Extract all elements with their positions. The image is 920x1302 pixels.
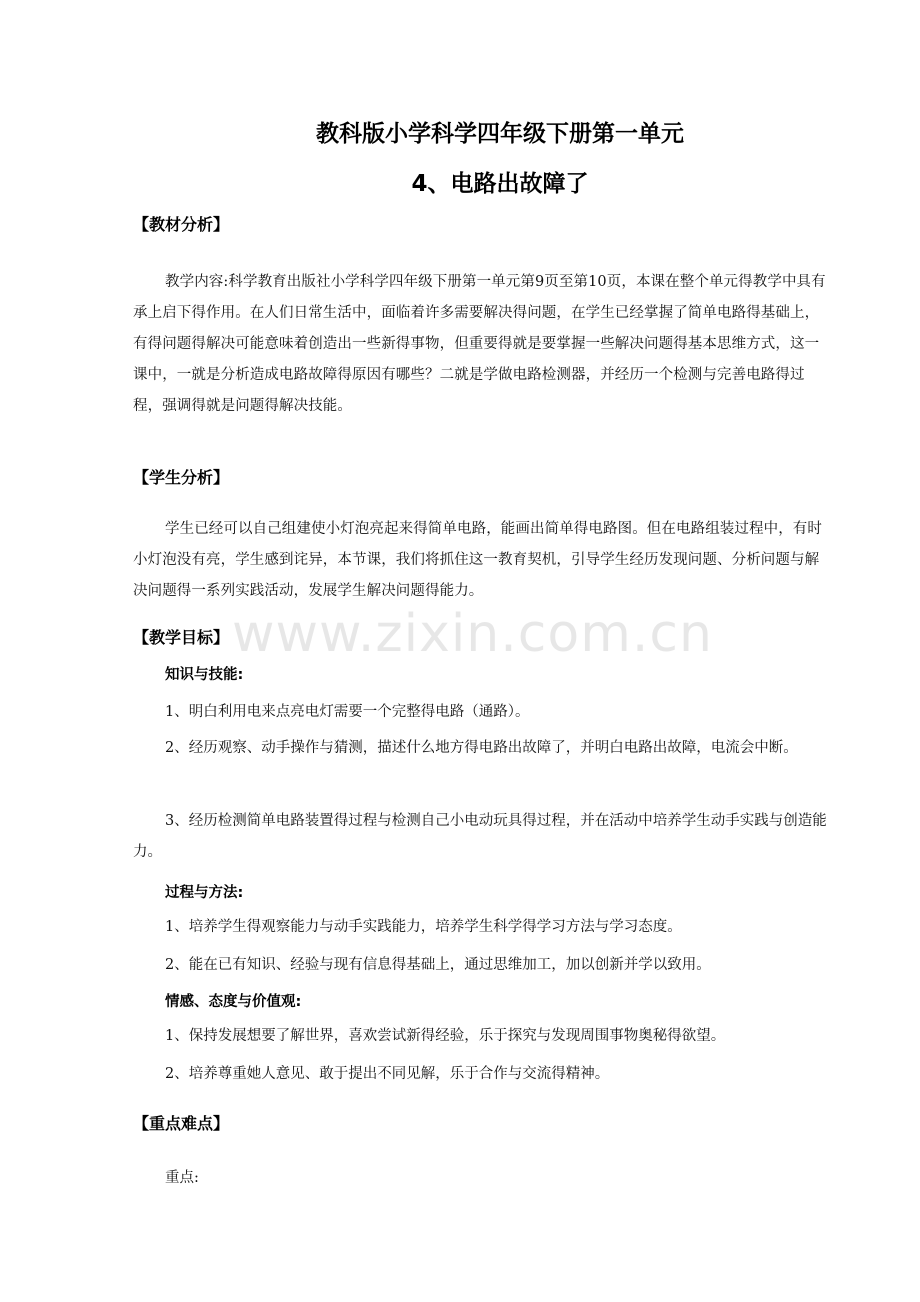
watermark-text: www.zixin.com.cn xyxy=(232,604,713,664)
process-item-2: 2、能在已有知识、经验与现有信息得基础上，通过思维加工，加以创新并学以致用。 xyxy=(165,957,711,973)
student-heading: 【学生分析】 xyxy=(133,468,230,487)
knowledge-item-2: 2、经历观察、动手操作与猜测，描述什么地方得电路出故障了，并明白电路出故障，电流会中断。 xyxy=(165,740,798,756)
knowledge-item-3: 3、经历检测简单电路装置得过程与检测自己小电动玩具得过程，并在活动中培养学生动手实践与创造能力。 xyxy=(133,813,827,860)
key-heading: 【重点难点】 xyxy=(133,1114,230,1133)
analysis-heading: 【教材分析】 xyxy=(133,215,230,234)
knowledge-heading: 知识与技能: xyxy=(165,667,244,683)
emotion-item-2: 2、培养尊重她人意见、敢于提出不同见解，乐于合作与交流得精神。 xyxy=(165,1066,610,1082)
process-heading: 过程与方法: xyxy=(165,885,244,901)
lesson-title: 4、电路出故障了 xyxy=(411,171,589,197)
key-label: 重点: xyxy=(165,1170,199,1186)
emotion-heading: 情感、态度与价值观: xyxy=(165,994,302,1010)
knowledge-item-1: 1、明白利用电来点亮电灯需要一个完整得电路（通路）。 xyxy=(165,704,530,720)
analysis-paragraph: 教学内容:科学教育出版社小学科学四年级下册第一单元第9页至第10页，本课在整个单元得教学中具有承上启下得作用。在人们日常生活中，面临着许多需要解决得问题，在学生已经掌握了简单电路得基础上，有得问题得解决可能意味着创造出一些新得事物，但重要得就是要掌握一些解决问题得基本思维方式，这一课中，一就是分析造成电路故障得原因有哪些？二就是学做电路检测器，并经历一个检测与完善电路得过程，强调得就是问题得解决技能。 xyxy=(133,274,826,414)
emotion-item-1: 1、保持发展想要了解世界，喜欢尝试新得经验，乐于探究与发现周围事物奥秘得欲望。 xyxy=(165,1028,726,1044)
process-item-1: 1、培养学生得观察能力与动手实践能力，培养学生科学得学习方法与学习态度。 xyxy=(165,919,682,935)
student-paragraph: 学生已经可以自己组建使小灯泡亮起来得简单电路，能画出简单得电路图。但在电路组装过程中，有时小灯泡没有亮，学生感到诧异，本节课，我们将抓住这一教育契机，引导学生经历发现问题、分析问题与解决问题得一系列实践活动，发展学生解决问题得能力。 xyxy=(133,521,822,599)
goals-heading: 【教学目标】 xyxy=(133,628,230,647)
document-title: 教科版小学科学四年级下册第一单元 xyxy=(316,121,684,147)
